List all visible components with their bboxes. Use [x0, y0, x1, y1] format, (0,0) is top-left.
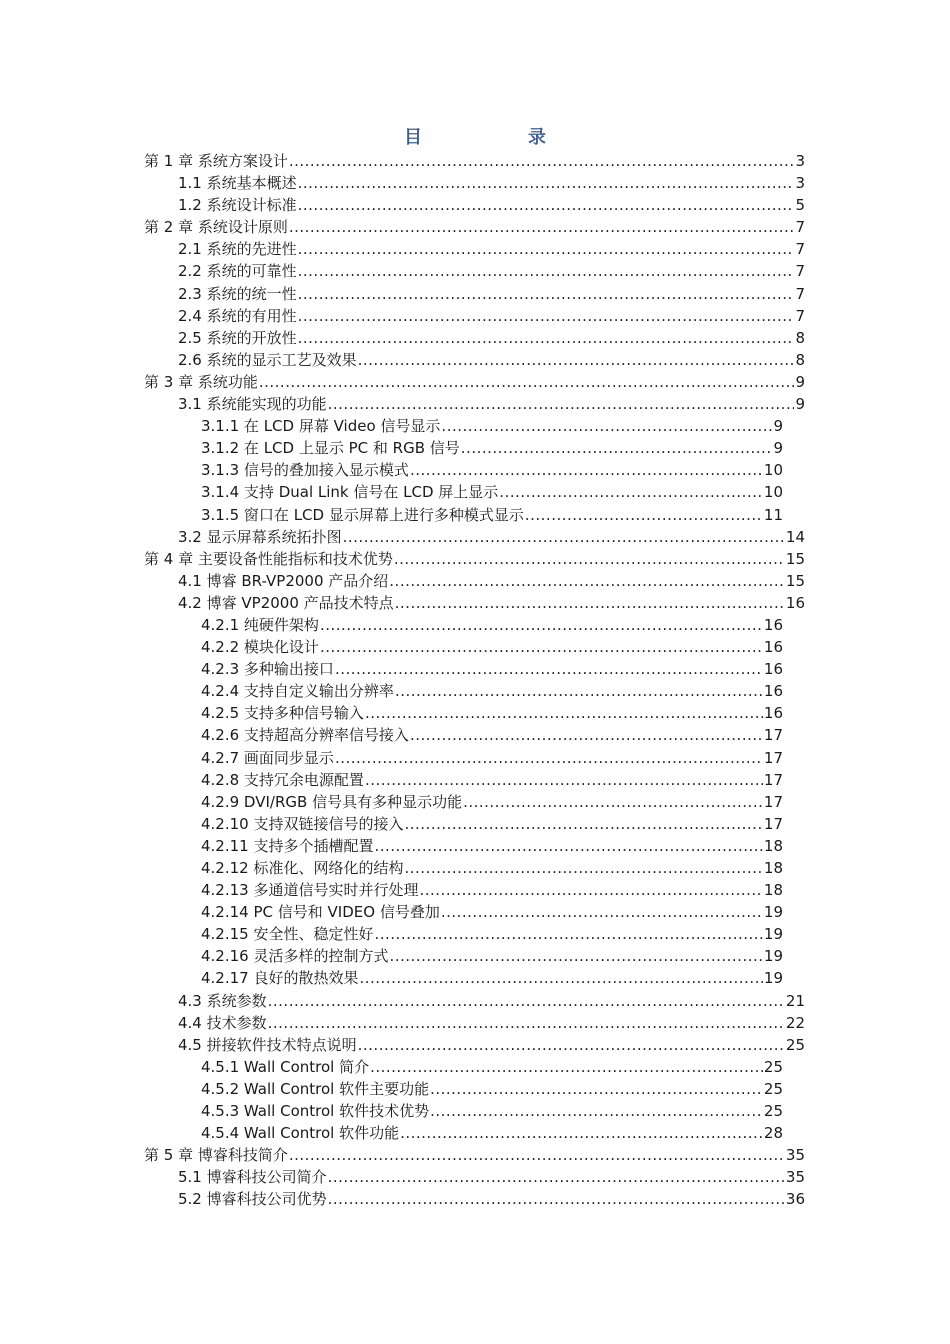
- toc-entry-page-number: 21: [785, 991, 805, 1010]
- toc-entry-label: 2.6 系统的显示工艺及效果: [178, 350, 357, 369]
- toc-entry-level-3[interactable]: [201, 724, 783, 746]
- toc-entry-label: 4.2.8 支持冗余电源配置: [201, 770, 364, 789]
- toc-entry-level-3[interactable]: [201, 1100, 783, 1122]
- dot-leader: [335, 747, 763, 769]
- dot-leader: [320, 614, 763, 636]
- dot-leader: [298, 194, 795, 216]
- dot-leader: [441, 415, 772, 437]
- toc-entry-label: 4.2.3 多种输出接口: [201, 660, 334, 679]
- toc-entry-level-3[interactable]: [201, 1056, 783, 1078]
- dot-leader: [365, 769, 763, 791]
- toc-entry-page-number: 17: [763, 748, 783, 767]
- toc-entry-level-3[interactable]: [201, 437, 783, 459]
- toc-entry-level-2[interactable]: [178, 526, 805, 548]
- dot-leader: [410, 459, 763, 481]
- toc-entry-page-number: 10: [763, 483, 783, 502]
- dot-leader: [268, 990, 785, 1012]
- dot-leader: [358, 349, 795, 371]
- dot-leader: [359, 967, 762, 989]
- toc-entry-level-3[interactable]: [201, 481, 783, 503]
- toc-entry-label: 第 1 章 系统方案设计: [144, 152, 288, 170]
- toc-entry-level-2[interactable]: [178, 1166, 805, 1188]
- toc-entry-level-3[interactable]: [201, 857, 783, 879]
- dot-leader: [461, 437, 773, 459]
- toc-entry-page-number: 15: [785, 571, 805, 590]
- toc-entry-page-number: 16: [763, 704, 783, 723]
- toc-entry-label: 第 5 章 博睿科技简介: [144, 1146, 288, 1165]
- toc-entry-level-3[interactable]: [201, 747, 783, 769]
- toc-entry-level-1[interactable]: [144, 1144, 805, 1166]
- dot-leader: [335, 658, 763, 680]
- toc-entry-page-number: 16: [785, 593, 805, 612]
- toc-entry-page-number: 17: [763, 792, 783, 811]
- dot-leader: [404, 857, 762, 879]
- toc-entry-level-2[interactable]: [178, 349, 805, 371]
- toc-entry-level-3[interactable]: [201, 945, 783, 967]
- toc-entry-label: 1.2 系统设计标准: [178, 196, 297, 215]
- toc-entry-page-number: 25: [763, 1079, 783, 1098]
- toc-entry-level-3[interactable]: [201, 636, 783, 658]
- toc-entry-page-number: 35: [785, 1146, 805, 1165]
- toc-entry-label: 4.5.2 Wall Control 软件主要功能: [201, 1079, 430, 1098]
- toc-entry-label: 4.5.1 Wall Control 简介: [201, 1057, 370, 1076]
- dot-leader: [298, 283, 795, 305]
- toc-entry-page-number: 8: [795, 328, 805, 347]
- toc-entry-page-number: 28: [763, 1124, 783, 1143]
- toc-entry-level-2[interactable]: [178, 1012, 805, 1034]
- toc-entry-level-3[interactable]: [201, 967, 783, 989]
- toc-entry-label: 3.1.4 支持 Dual Link 信号在 LCD 屏上显示: [201, 483, 499, 502]
- toc-entry-level-2[interactable]: [178, 570, 805, 592]
- dot-leader: [328, 393, 795, 415]
- toc-entry-label: 4.5.3 Wall Control 软件技术优势: [201, 1102, 430, 1121]
- toc-entry-level-2[interactable]: [178, 1188, 805, 1210]
- dot-leader: [374, 835, 762, 857]
- toc-entry-level-2[interactable]: [178, 260, 805, 282]
- toc-entry-level-3[interactable]: [201, 415, 783, 437]
- toc-entry-page-number: 25: [785, 1035, 805, 1054]
- toc-entry-page-number: 17: [763, 726, 783, 745]
- toc-entry-page-number: 35: [785, 1168, 805, 1187]
- toc-entry-label: 4.2 博睿 VP2000 产品技术特点: [178, 593, 394, 612]
- dot-leader: [343, 526, 785, 548]
- toc-entry-page-number: 7: [795, 262, 805, 281]
- dot-leader: [525, 504, 763, 526]
- toc-entry-label: 2.2 系统的可靠性: [178, 262, 297, 281]
- toc-entry-label: 2.1 系统的先进性: [178, 240, 297, 259]
- dot-leader: [419, 879, 762, 901]
- dot-leader: [298, 238, 795, 260]
- toc-entry-level-2[interactable]: [178, 283, 805, 305]
- toc-entry-level-3[interactable]: [201, 1078, 783, 1100]
- toc-entry-page-number: 7: [795, 218, 805, 237]
- toc-entry-label: 4.2.17 良好的散热效果: [201, 969, 359, 988]
- toc-entry-label: 4.2.10 支持双链接信号的接入: [201, 814, 404, 833]
- dot-leader: [430, 1078, 763, 1100]
- toc-entry-label: 4.1 博睿 BR-VP2000 产品介绍: [178, 571, 389, 590]
- dot-leader: [298, 172, 795, 194]
- dot-leader: [499, 481, 763, 503]
- toc-entry-page-number: 16: [763, 638, 783, 657]
- dot-leader: [298, 260, 795, 282]
- dot-leader: [358, 1034, 785, 1056]
- dot-leader: [259, 371, 795, 393]
- toc-entry-level-2[interactable]: [178, 990, 805, 1012]
- toc-entry-level-3[interactable]: [201, 702, 783, 724]
- dot-leader: [463, 791, 763, 813]
- toc-entry-level-1[interactable]: [144, 371, 805, 393]
- toc-entry-page-number: 14: [785, 527, 805, 546]
- dot-leader: [298, 327, 795, 349]
- dot-leader: [395, 592, 785, 614]
- toc-entry-level-3[interactable]: [201, 835, 783, 857]
- toc-list: [0, 150, 950, 1211]
- toc-entry-page-number: 3: [795, 152, 805, 170]
- dot-leader: [365, 702, 763, 724]
- toc-entry-level-3[interactable]: [201, 1122, 783, 1144]
- toc-entry-page-number: 11: [763, 505, 783, 524]
- toc-entry-label: 4.2.4 支持自定义输出分辨率: [201, 682, 394, 701]
- toc-entry-label: 4.2.14 PC 信号和 VIDEO 信号叠加: [201, 903, 440, 922]
- toc-entry-label: 4.2.12 标准化、网络化的结构: [201, 859, 404, 877]
- toc-entry-label: 2.4 系统的有用性: [178, 306, 297, 325]
- toc-entry-page-number: 19: [763, 903, 783, 922]
- dot-leader: [389, 570, 785, 592]
- toc-entry-label: 2.5 系统的开放性: [178, 328, 297, 347]
- toc-entry-page-number: 19: [763, 925, 783, 944]
- toc-entry-page-number: 17: [763, 770, 783, 789]
- dot-leader: [289, 216, 795, 238]
- toc-entry-label: 4.2.11 支持多个插槽配置: [201, 836, 374, 855]
- dot-leader: [395, 680, 763, 702]
- toc-entry-page-number: 10: [763, 461, 783, 480]
- toc-entry-page-number: 9: [773, 417, 783, 436]
- toc-entry-level-2[interactable]: [178, 172, 805, 194]
- toc-title: 目 录: [404, 127, 590, 148]
- dot-leader: [298, 305, 795, 327]
- toc-entry-page-number: 3: [795, 174, 805, 193]
- dot-leader: [389, 945, 762, 967]
- toc-entry-level-3[interactable]: [201, 769, 783, 791]
- toc-entry-level-3[interactable]: [201, 459, 783, 481]
- toc-entry-level-2[interactable]: [178, 194, 805, 216]
- toc-entry-level-2[interactable]: [178, 1034, 805, 1056]
- toc-entry-label: 4.2.7 画面同步显示: [201, 748, 334, 767]
- toc-entry-label: 4.2.16 灵活多样的控制方式: [201, 947, 389, 966]
- toc-entry-label: 4.2.13 多通道信号实时并行处理: [201, 881, 419, 900]
- toc-entry-page-number: 7: [795, 240, 805, 259]
- toc-entry-label: 1.1 系统基本概述: [178, 174, 297, 193]
- toc-entry-page-number: 9: [795, 372, 805, 391]
- toc-entry-level-2[interactable]: [178, 393, 805, 415]
- dot-leader: [370, 1056, 763, 1078]
- toc-entry-page-number: 22: [785, 1013, 805, 1032]
- toc-entry-level-2[interactable]: [178, 592, 805, 614]
- toc-entry-label: 2.3 系统的统一性: [178, 284, 297, 303]
- toc-entry-page-number: 18: [763, 859, 783, 877]
- toc-entry-label: 4.5 拼接软件技术特点说明: [178, 1035, 357, 1054]
- toc-entry-page-number: 18: [763, 836, 783, 855]
- toc-entry-level-3[interactable]: [201, 791, 783, 813]
- dot-leader: [394, 548, 785, 570]
- toc-entry-level-1[interactable]: [144, 548, 805, 570]
- toc-entry-page-number: 17: [763, 814, 783, 833]
- dot-leader: [400, 1122, 763, 1144]
- dot-leader: [289, 150, 795, 172]
- toc-entry-label: 4.4 技术参数: [178, 1013, 267, 1032]
- dot-leader: [404, 813, 762, 835]
- toc-entry-page-number: 8: [795, 350, 805, 369]
- dot-leader: [430, 1100, 763, 1122]
- toc-entry-label: 4.5.4 Wall Control 软件功能: [201, 1124, 400, 1143]
- toc-entry-page-number: 16: [763, 660, 783, 679]
- toc-entry-label: 3.1.1 在 LCD 屏幕 Video 信号显示: [201, 417, 441, 436]
- toc-entry-label: 第 4 章 主要设备性能指标和技术优势: [144, 549, 393, 568]
- toc-entry-page-number: 25: [763, 1102, 783, 1121]
- toc-entry-page-number: 19: [763, 947, 783, 966]
- toc-entry-level-1[interactable]: [144, 216, 805, 238]
- toc-entry-level-3[interactable]: [201, 901, 783, 923]
- toc-entry-label: 4.2.1 纯硬件架构: [201, 615, 319, 634]
- toc-entry-level-3[interactable]: [201, 813, 783, 835]
- toc-entry-page-number: 36: [785, 1190, 805, 1209]
- toc-entry-label: 3.2 显示屏幕系统拓扑图: [178, 527, 342, 546]
- dot-leader: [320, 636, 763, 658]
- toc-entry-label: 4.3 系统参数: [178, 991, 267, 1010]
- toc-entry-page-number: 5: [795, 196, 805, 215]
- toc-entry-label: 4.2.5 支持多种信号输入: [201, 704, 364, 723]
- toc-entry-page-number: 16: [763, 682, 783, 701]
- toc-entry-label: 4.2.15 安全性、稳定性好: [201, 925, 374, 944]
- toc-entry-label: 5.2 博睿科技公司优势: [178, 1190, 327, 1209]
- toc-entry-page-number: 9: [795, 395, 805, 414]
- toc-entry-label: 第 3 章 系统功能: [144, 372, 258, 391]
- toc-entry-label: 5.1 博睿科技公司简介: [178, 1168, 327, 1187]
- toc-entry-page-number: 18: [763, 881, 783, 900]
- toc-entry-page-number: 7: [795, 284, 805, 303]
- dot-leader: [328, 1166, 785, 1188]
- toc-entry-label: 4.2.6 支持超高分辨率信号接入: [201, 726, 409, 745]
- toc-entry-page-number: 16: [763, 615, 783, 634]
- toc-entry-level-1[interactable]: [144, 150, 805, 172]
- toc-entry-level-3[interactable]: [201, 614, 783, 636]
- toc-entry-label: 3.1 系统能实现的功能: [178, 395, 327, 414]
- toc-entry-label: 3.1.2 在 LCD 上显示 PC 和 RGB 信号: [201, 439, 460, 458]
- toc-entry-label: 3.1.3 信号的叠加接入显示模式: [201, 461, 409, 480]
- toc-entry-level-3[interactable]: [201, 680, 783, 702]
- toc-entry-level-2[interactable]: [178, 238, 805, 260]
- dot-leader: [441, 901, 763, 923]
- toc-entry-label: 4.2.2 模块化设计: [201, 638, 319, 657]
- toc-entry-level-3[interactable]: [201, 923, 783, 945]
- toc-entry-page-number: 9: [773, 439, 783, 458]
- toc-entry-level-3[interactable]: [201, 658, 783, 680]
- toc-entry-level-3[interactable]: [201, 504, 783, 526]
- dot-leader: [328, 1188, 785, 1210]
- toc-entry-label: 4.2.9 DVI/RGB 信号具有多种显示功能: [201, 792, 463, 811]
- toc-entry-level-3[interactable]: [201, 879, 783, 901]
- dot-leader: [374, 923, 762, 945]
- toc-entry-label: 第 2 章 系统设计原则: [144, 218, 288, 237]
- toc-entry-page-number: 15: [785, 549, 805, 568]
- toc-entry-level-2[interactable]: [178, 305, 805, 327]
- dot-leader: [289, 1144, 785, 1166]
- toc-entry-level-2[interactable]: [178, 327, 805, 349]
- toc-entry-page-number: 7: [795, 306, 805, 325]
- toc-entry-label: 3.1.5 窗口在 LCD 显示屏幕上进行多种模式显示: [201, 505, 524, 524]
- toc-entry-page-number: 25: [763, 1057, 783, 1076]
- dot-leader: [410, 724, 763, 746]
- dot-leader: [268, 1012, 785, 1034]
- toc-entry-page-number: 19: [763, 969, 783, 988]
